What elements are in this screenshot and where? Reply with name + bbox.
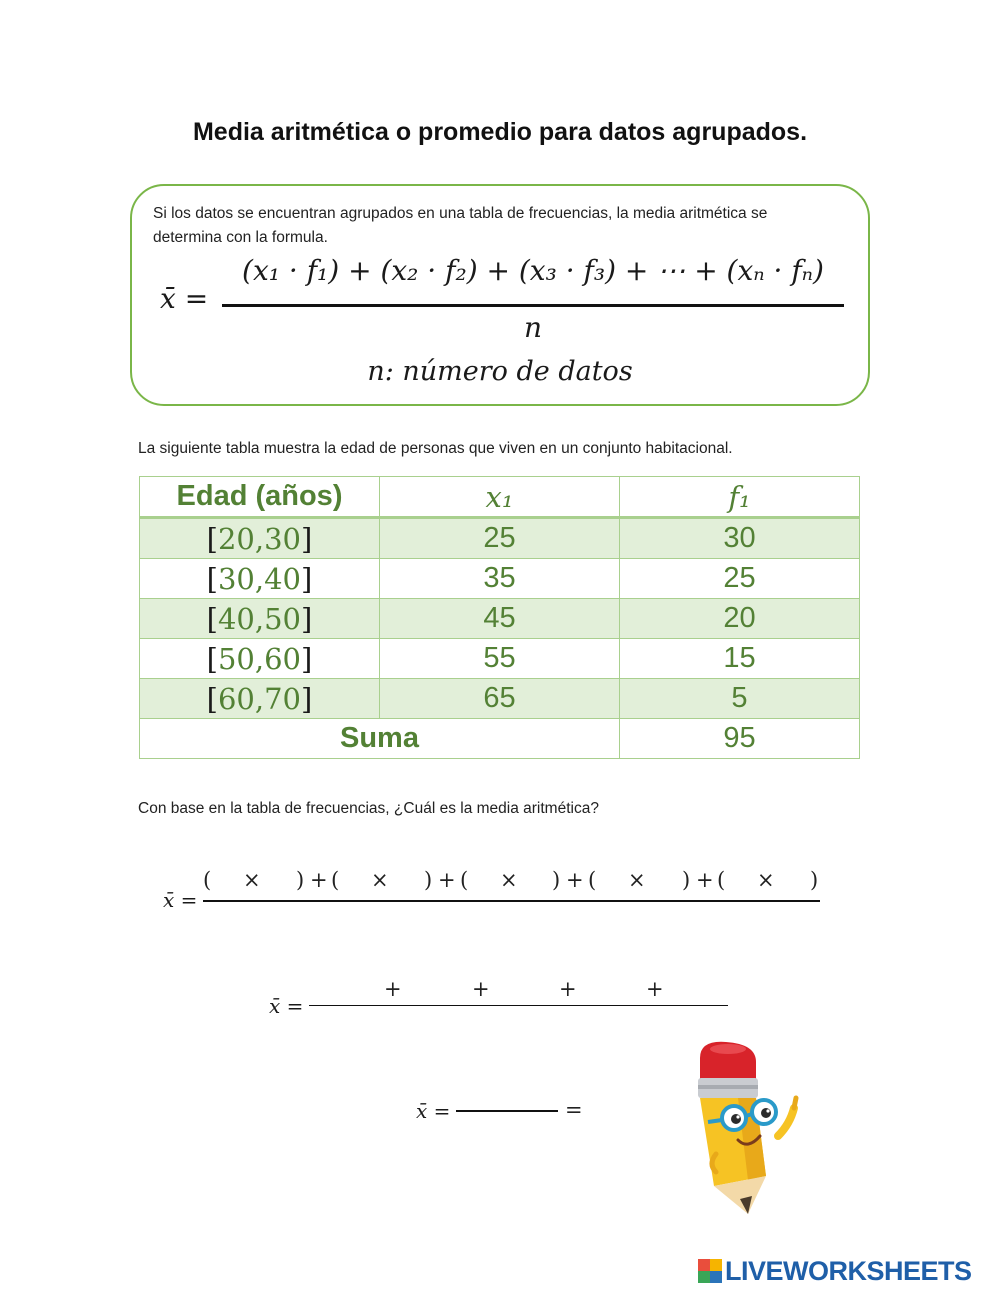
sum-value: 95 — [620, 719, 860, 759]
f-cell: 5 — [620, 679, 860, 719]
times-symbol: × — [243, 868, 261, 892]
paren-open: ( — [588, 868, 597, 892]
interval-cell: [30,40] — [140, 559, 380, 599]
x-cell: 35 — [380, 559, 620, 599]
paren-close: ) — [296, 868, 305, 892]
plus-symbol: + — [646, 977, 664, 1001]
table-row — [140, 599, 860, 639]
plus-symbol: + — [472, 977, 490, 1001]
paren-open: ( — [460, 868, 469, 892]
header-x: x₁ — [380, 477, 620, 518]
formula-xbar: x̄ = — [160, 282, 209, 315]
interval-cell: [20,30] — [140, 518, 380, 559]
question-text: Con base en la tabla de frecuencias, ¿Cuál es la media aritmética? — [138, 800, 599, 817]
plus-symbol: + — [566, 868, 584, 892]
table-row — [140, 639, 860, 679]
step3-fraction-line — [456, 1110, 558, 1112]
formula-n-definition: n: número de datos — [367, 356, 633, 387]
paren-close: ) — [424, 868, 433, 892]
plus-symbol: + — [696, 868, 714, 892]
frequency-table — [139, 476, 860, 759]
table-row — [140, 518, 860, 559]
table-row — [140, 559, 860, 599]
step1-fraction-line — [203, 900, 820, 902]
x-cell: 55 — [380, 639, 620, 679]
logo-square-green — [698, 1271, 710, 1283]
step1-xbar: x̄ = — [163, 888, 198, 912]
paren-close: ) — [810, 868, 819, 892]
interval-cell: [60,70] — [140, 679, 380, 719]
paren-open: ( — [203, 868, 212, 892]
f-cell: 30 — [620, 518, 860, 559]
step3-xbar: x̄ = — [416, 1099, 451, 1123]
formula-intro: Si los datos se encuentran agrupados en una tabla de frecuencias, la media aritmética se determina con la formula. — [153, 205, 768, 246]
paren-open: ( — [717, 868, 726, 892]
f-cell: 15 — [620, 639, 860, 679]
logo-square-red — [698, 1259, 710, 1271]
paren-close: ) — [552, 868, 561, 892]
table-sum-row — [140, 719, 860, 759]
times-symbol: × — [500, 868, 518, 892]
sum-label: Suma — [140, 719, 620, 759]
paren-open: ( — [331, 868, 340, 892]
plus-symbol: + — [559, 977, 577, 1001]
table-description: La siguiente tabla muestra la edad de personas que viven en un conjunto habitacional. — [138, 440, 733, 457]
times-symbol: × — [628, 868, 646, 892]
f-cell: 20 — [620, 599, 860, 639]
plus-symbol: + — [310, 868, 328, 892]
logo-mark-icon — [698, 1259, 722, 1283]
liveworksheets-logo — [698, 1256, 972, 1286]
x-cell: 65 — [380, 679, 620, 719]
interval-cell: [40,50] — [140, 599, 380, 639]
logo-square-yellow — [710, 1259, 722, 1271]
step2-xbar: x̄ = — [269, 994, 304, 1018]
x-cell: 45 — [380, 599, 620, 639]
pencil-mascot-illustration — [686, 1036, 810, 1226]
f-cell: 25 — [620, 559, 860, 599]
logo-text: LIVEWORKSHEETS — [725, 1255, 972, 1286]
interval-cell: [50,60] — [140, 639, 380, 679]
plus-symbol: + — [384, 977, 402, 1001]
table-row — [140, 679, 860, 719]
times-symbol: × — [371, 868, 389, 892]
formula-denominator: n — [523, 311, 543, 344]
header-edad: Edad (años) — [140, 477, 380, 518]
table-header-row — [140, 477, 860, 518]
equals-symbol: = — [565, 1098, 583, 1122]
formula-numerator: (x₁ · f₁) + (x₂ · f₂) + (x₃ · f₃) + ⋯ + (xₙ · fₙ) — [242, 254, 824, 287]
header-f: f₁ — [620, 477, 860, 518]
plus-symbol: + — [438, 868, 456, 892]
step2-fraction-line — [309, 1005, 728, 1006]
page-title: Media aritmética o promedio para datos agrupados. — [192, 118, 808, 146]
logo-square-blue — [710, 1271, 722, 1283]
times-symbol: × — [757, 868, 775, 892]
formula-fraction-line — [222, 304, 844, 307]
paren-close: ) — [682, 868, 691, 892]
x-cell: 25 — [380, 518, 620, 559]
